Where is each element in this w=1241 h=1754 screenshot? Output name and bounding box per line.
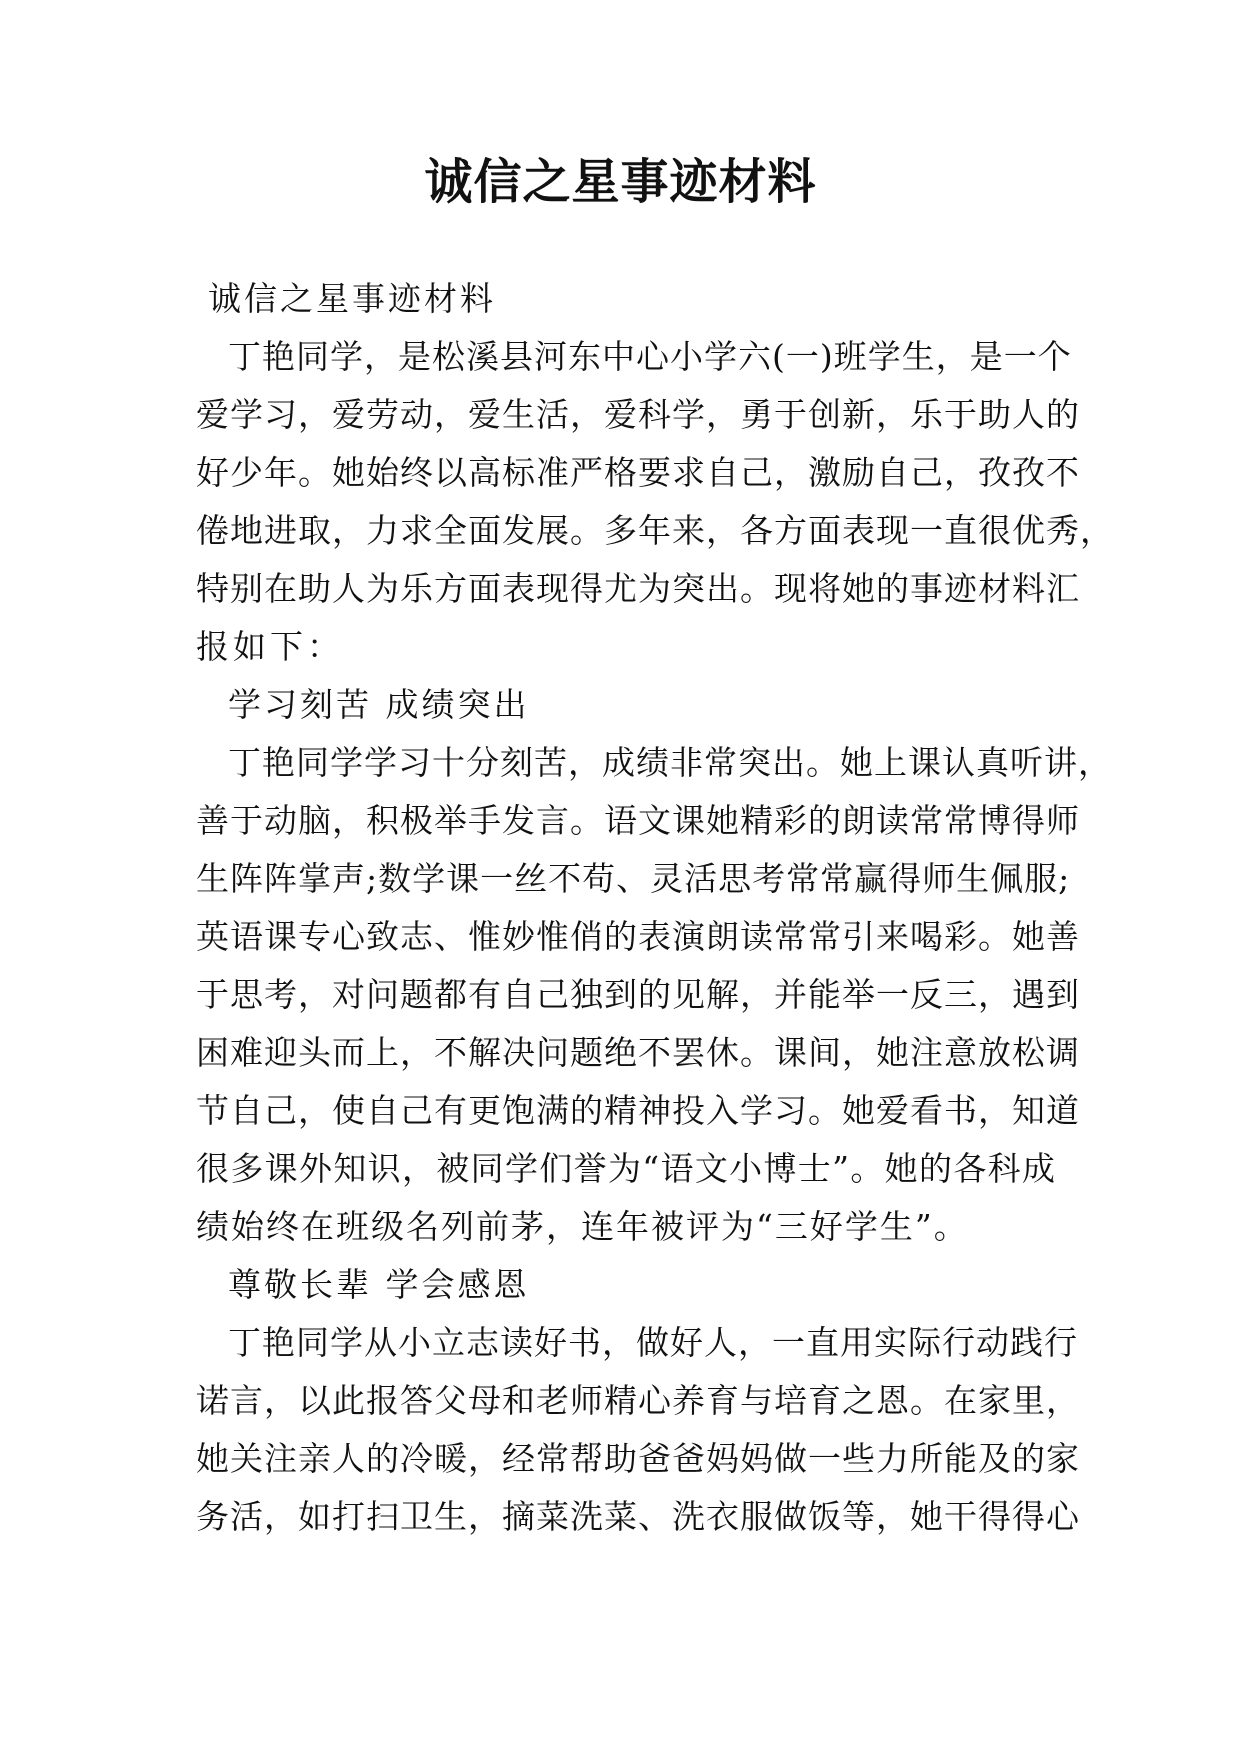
paragraph-line: 节自己，使自己有更饱满的精神投入学习。她爱看书，知道 — [196, 1091, 1080, 1130]
paragraph-line: 报如下： — [196, 627, 344, 666]
document-title: 诚信之星事迹材料 — [424, 154, 817, 210]
paragraph-line: 困难迎头而上，不解决问题绝不罢休。课间，她注意放松调 — [196, 1033, 1080, 1072]
paragraph-line: 生阵阵掌声;数学课一丝不苟、灵活思考常常赢得师生佩服; — [196, 859, 1071, 898]
paragraph-line: 很多课外知识，被同学们誉为“语文小博士”。她的各科成 — [196, 1149, 1056, 1188]
paragraph-line: 绩始终在班级名列前茅，连年被评为“三好学生”。 — [196, 1207, 969, 1246]
section-heading: 学习刻苦 成绩突出 — [228, 685, 530, 724]
paragraph-line: 倦地进取，力求全面发展。多年来，各方面表现一直很优秀， — [196, 511, 1114, 550]
paragraph-line: 英语课专心致志、惟妙惟俏的表演朗读常常引来喝彩。她善 — [196, 917, 1080, 956]
paragraph-line: 特别在助人为乐方面表现得尤为突出。现将她的事迹材料汇 — [196, 569, 1080, 608]
paragraph-line: 丁艳同学从小立志读好书，做好人，一直用实际行动践行 — [228, 1323, 1078, 1362]
subtitle-line: 诚信之星事迹材料 — [208, 279, 496, 318]
paragraph-line: 她关注亲人的冷暖，经常帮助爸爸妈妈做一些力所能及的家 — [196, 1439, 1080, 1478]
paragraph-line: 务活，如打扫卫生，摘菜洗菜、洗衣服做饭等，她干得得心 — [196, 1497, 1080, 1536]
paragraph-line: 丁艳同学学习十分刻苦，成绩非常突出。她上课认真听讲， — [228, 743, 1112, 782]
section-heading: 尊敬长辈 学会感恩 — [228, 1265, 530, 1304]
paragraph-line: 善于动脑，积极举手发言。语文课她精彩的朗读常常博得师 — [196, 801, 1080, 840]
paragraph-line: 丁艳同学，是松溪县河东中心小学六(一)班学生，是一个 — [228, 337, 1072, 376]
paragraph-line: 好少年。她始终以高标准严格要求自己，激励自己，孜孜不 — [196, 453, 1080, 492]
paragraph-line: 诺言，以此报答父母和老师精心养育与培育之恩。在家里， — [196, 1381, 1080, 1420]
paragraph-line: 于思考，对问题都有自己独到的见解，并能举一反三，遇到 — [196, 975, 1080, 1014]
paragraph-line: 爱学习，爱劳动，爱生活，爱科学，勇于创新，乐于助人的 — [196, 395, 1080, 434]
